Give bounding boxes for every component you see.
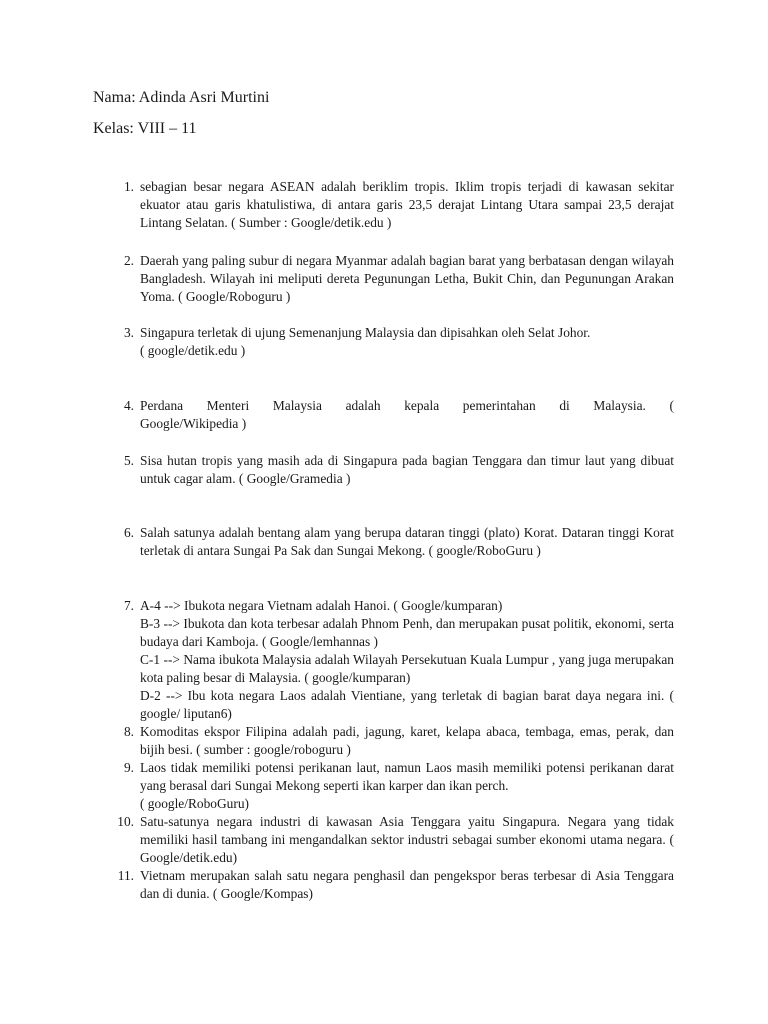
list-text: Daerah yang paling subur di negara Myanmar adalah bagian barat yang berbatasan dengan wilayah Bangladesh. Wilayah ini meliputi dereta Pegunungan Letha, Bukit Chin, dan Pegunungan Arakan Yoma. ( Google/Roboguru ) <box>140 253 674 304</box>
list-text: Sisa hutan tropis yang masih ada di Singapura pada bagian Tenggara dan timur laut yang dibuat untuk cagar alam. ( Google/Gramedia ) <box>140 453 674 486</box>
list-text: sebagian besar negara ASEAN adalah beriklim tropis. Iklim tropis terjadi di kawasan sekitar ekuator atau garis khatulistiwa, di antara garis 23,5 derajat Lintang Utara sampai 23,5 derajat Lintang Selatan. ( Sumber : Google/detik.edu ) <box>140 179 674 230</box>
list-number: 3. <box>123 325 134 340</box>
list-number: 4. <box>123 398 134 413</box>
list-text: Google/Wikipedia ) <box>140 416 247 431</box>
list-text: Laos tidak memiliki potensi perikanan laut, namun Laos masih memiliki potensi perikanan darat yang berasal dari Sungai Mekong seperti ikan karper dan ikan perch. <box>140 760 674 793</box>
list-number: 7. <box>123 598 134 613</box>
list-text: Komoditas ekspor Filipina adalah padi, jagung, karet, kelapa abaca, tembaga, emas, perak, dan bijih besi. ( sumber : google/roboguru ) <box>140 724 674 757</box>
list-number: 9. <box>123 760 134 775</box>
list-text: Singapura terletak di ujung Semenanjung Malaysia dan dipisahkan oleh Selat Johor. <box>140 325 591 340</box>
list-text: A-4 --> Ibukota negara Vietnam adalah Hanoi. ( Google/kumparan) <box>140 598 503 613</box>
student-name: Nama: Adinda Asri Murtini <box>93 89 270 106</box>
list-number: 8. <box>123 724 134 739</box>
list-text: Vietnam merupakan salah satu negara penghasil dan pengekspor beras terbesar di Asia Tenggara dan di dunia. ( Google/Kompas) <box>140 868 674 901</box>
list-number: 2. <box>123 253 134 268</box>
list-text: D-2 --> Ibu kota negara Laos adalah Vientiane, yang terletak di bagian barat daya negara ini. ( google/ liputan6) <box>140 688 674 721</box>
list-text: Perdana Menteri Malaysia adalah kepala pemerintahan di Malaysia. ( <box>140 398 674 413</box>
list-text: B-3 --> Ibukota dan kota terbesar adalah Phnom Penh, dan merupakan pusat politik, ekonomi, serta budaya dari Kamboja. ( Google/lemhannas ) <box>140 616 674 649</box>
list-text: Salah satunya adalah bentang alam yang berupa dataran tinggi (plato) Korat. Dataran tinggi Korat terletak di antara Sungai Pa Sak dan Sungai Mekong. ( google/RoboGuru ) <box>140 525 674 558</box>
list-number: 10. <box>117 814 134 829</box>
list-text: ( google/detik.edu ) <box>140 343 246 358</box>
list-text: Satu-satunya negara industri di kawasan Asia Tenggara yaitu Singapura. Negara yang tidak memiliki hasil tambang ini mengandalkan sektor industri sebagai sumber ekonomi utama negara. ( Google/detik.edu) <box>140 814 674 865</box>
student-class: Kelas: VIII – 11 <box>93 120 197 137</box>
list-number: 1. <box>123 179 134 194</box>
list-text: ( google/RoboGuru) <box>140 796 249 811</box>
list-text: C-1 --> Nama ibukota Malaysia adalah Wilayah Persekutuan Kuala Lumpur , yang juga merupakan kota paling besar di Malaysia. ( google/kumparan) <box>140 652 674 685</box>
list-number: 6. <box>123 525 134 540</box>
list-number: 5. <box>123 453 134 468</box>
list-number: 11. <box>117 868 134 883</box>
